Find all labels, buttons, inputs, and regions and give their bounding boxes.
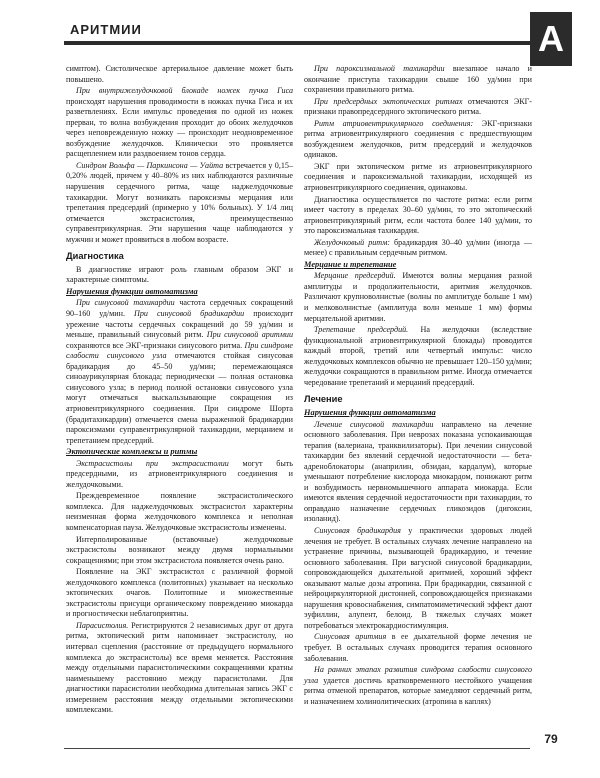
running-header-title: АРИТМИИ (70, 22, 142, 37)
paragraph: Мерцание предсердий. Имеются волны мерцания разной амплитуды и продолжительности, аритмия желудочков. Различают крупноволнистые (волны по амплитуде больше 1 мм) и мелковолнистые (амплитуда волн меньше 1 мм) формы мерцательной аритмии. (304, 271, 532, 323)
term: Синдром Вольфа — Паркинсона — Уайта (76, 160, 224, 170)
paragraph: Синусовая брадикардия у практически здоровых людей лечения не требует. В остальных случаях лечение направлено на устранение причины, вызывающей брадикардию, и течение основного заболевания. При вагусной синусовой брадикардии, сопровождающейся дыхательной аритмией, хороший эффект оказывают малые дозы атропина. При брадикардии, связанной с нейроциркуляторной дистонией, сопровождающейся признаками нарушения кровоснабжения, симпатомиметический эффект дают эуфиллин, алупент, белоид. В тяжелых случаях может потребоваться электрокардиостимуляция. (304, 525, 533, 630)
header-rule (64, 41, 534, 45)
paragraph: Экстрасистолы при экстрасистолии могут быть предсердными, из атриовентрикулярного соединения и желудочковыми. (66, 458, 293, 489)
paragraph: Лечение синусовой тахикардии направлено на лечение основного заболевания. При неврозах показана успокаивающая терапия (валериана, транквилизаторы). При лечении синусовой тахикардии без явлений сердечной недостаточности — бета-адреноблокаторы (анаприлин, обзидан, кардалум), которые уменьшают потребление кислорода миокардом, понижают ритм и возбудимость нервномышечного аппарата миокарда. Если имеются явления сердечной недостаточности при тахикардии, то оправдано назначение сердечных гликозидов (дигоксин, изоланид). (304, 419, 533, 524)
term: При внутрижелудочковой блокаде ножек пучка Гиса (76, 86, 293, 96)
footer-rule (64, 748, 534, 749)
section-heading-treatment: Лечение (304, 394, 343, 405)
paragraph: ЭКГ при эктопическом ритме из атриовентрикулярного соединения и пароксизмальной тахикардии, исходящей из атриовентрикулярного соединения, одинаковы. (304, 161, 532, 193)
page-number: 79 (544, 732, 558, 746)
paragraph: Трепетание предсердий. На желудочки (вследствие функциональной атриовентрикулярной блокады) проводится каждый второй, третий или четвертый импульс: число желудочковых комплексов обычно не превышает 120–150 уд/мин; желудочки сокращаются в правильном ритме. Иногда отмечается чередование трепетаний и мерцаний предсердий. (304, 325, 532, 387)
paragraph: Синусовая аритмия в ее дыхательной форме лечения не требует. В остальных случаях проводится терапия основного заболевания. (304, 632, 532, 663)
paragraph: Синдром Вольфа — Паркинсона — Уайта встречается у 0,15–0,20% людей, причем у 40–80% из них наблюдаются различные нарушения сердечного ритма, чаще наджелудочковые тахикардии. Могут возникать пароксизмы мерцания или трепетания предсердий (примерно у 10% больных). У 1/4 лиц отмечается экстрасистолия, преимущественно суправентрикулярная. Эти нарушения чаще наблюдаются у мужчин и может проявиться в любом возрасте. (66, 160, 293, 244)
paragraph: Ритм атриовентрикулярного соединения: ЭКГ-признаки ритма атриовентрикулярного соединения с предшествующим возбуждением желудочков, ритм предсердий и желудочков одинаков. (304, 118, 532, 160)
paragraph: При синусовой тахикардии частота сердечных сокращений 90–160 уд/мин. При синусовой брадикардии происходит урежение частоты сердечных сокращений до 59 уд/мин и меньше, правильный синусовый ритм. При синусовой аритмии сохраняются все ЭКГ-признаки синусового ритма. При синдроме слабости синусового узла отмечаются стойкая синусовая брадикардия до 45–50 уд/мин; перемежающаяся синоаурикулярная блокада; периодически — полная остановка синусового узла; в период полной остановки синусового узла могут отмечаться выскальзывающие сокращения из атриовентрикулярного соединения. При синдроме Шорта (брадитахикардии) отмечается смена выраженной брадикардии пароксизмами суправентрикулярной тахикардии, мерцанием и трепетанием предсердий. (66, 298, 294, 445)
subheading-flutter: Мерцание и трепетание (304, 259, 397, 269)
paragraph: На ранних этапах развития синдрома слабости синусового узла удается достичь кратковременного нестойкого учащения ритма отменой препаратов, которые замедляют сердечный ритм, и назначением холинолитических (атропина в каплях) (304, 665, 532, 706)
paragraph: Интерполированные (вставочные) желудочковые экстрасистолы возникают между двумя нормальными сокращениями; при этом экстрасистола появляется очень рано. (66, 534, 293, 565)
page-number-box (530, 722, 572, 756)
right-column (304, 64, 532, 708)
paragraph: Парасистолия. Регистрируются 2 независимых друг от друга ритма, эктопический ритм напоминает экстрасистолу, но интервал сцепления (расстояние от предыдущего нормального комплекса до экстрасистолы) все время меняется. Расстояния между отдельными парасистолическими сокращениями кратны наименьшему расстоянию между парасистолами. Для диагностики парасистолии необходима длительная запись ЭКГ с измерением расстояния между отдельными эктопическими комплексами. (66, 620, 293, 715)
paragraph: При внутрижелудочковой блокаде ножек пучка Гиса происходят нарушения проводимости в ножках пучка Гиса и их разветвлениях. Если импульс проведения по одной из ножек прерван, то волна возбуждения проходит до обоих желудочков через неповрежденную ножку — происходит неодновременное возбуждение желудочков. Клинически это проявляется расщеплением или раздвоением тонов сердца. (66, 86, 293, 159)
paragraph: В диагностике играют роль главным образом ЭКГ и характерные симптомы. (66, 264, 293, 285)
paragraph: Появление на ЭКГ экстрасистол с различной формой желудочкового комплекса (политопных) указывает на несколько эктопических очагов. Политопные и множественные экстрасистолы присущи органическому повреждению миокарда и прогностически неблагоприятны. (66, 567, 293, 619)
section-heading-diagnostics: Диагностика (66, 251, 124, 262)
paragraph: Преждевременное появление экстрасистолического комплекса. Для наджелудочковых экстрасистол характерны неизменная форма желудочкового комплекса и неполная компенсаторная пауза. Желудочковые экстрасистолы изменены. (66, 491, 293, 532)
subheading-automatism: Нарушения функции автоматизма (304, 407, 436, 417)
paragraph: Желудочковый ритм: брадикардия 30–40 уд/мин (иногда — менее) с правильным сердечным ритмом. (304, 237, 532, 258)
paragraph: симптом). Систолическое артериальное давление может быть повышено. (66, 64, 293, 84)
paragraph: При пароксизмальной тахикардии внезапное начало и окончание приступа тахикардии свыше 160 уд/мин при сохранении правильного ритма. (304, 64, 533, 95)
section-letter: А (538, 18, 564, 59)
subheading-automatism: Нарушения функции автоматизма (66, 286, 198, 296)
subheading-ectopic: Эктопические комплексы и ритмы (66, 447, 198, 457)
left-column (66, 64, 293, 717)
paragraph: Диагностика осуществляется по частоте ритма: если ритм имеет частоту в пределах 30–60 уд/мин, то это эктопический атриовентрикулярный ритм, если частота более 140 уд/мин, то это пароксизмальная тахикардия. (304, 194, 532, 236)
section-letter-tab (530, 12, 572, 66)
running-header (64, 22, 534, 52)
paragraph: При предсердных эктопических ритмах отмечаются ЭКГ-признаки правопредсердного эктопического ритма. (304, 96, 532, 117)
